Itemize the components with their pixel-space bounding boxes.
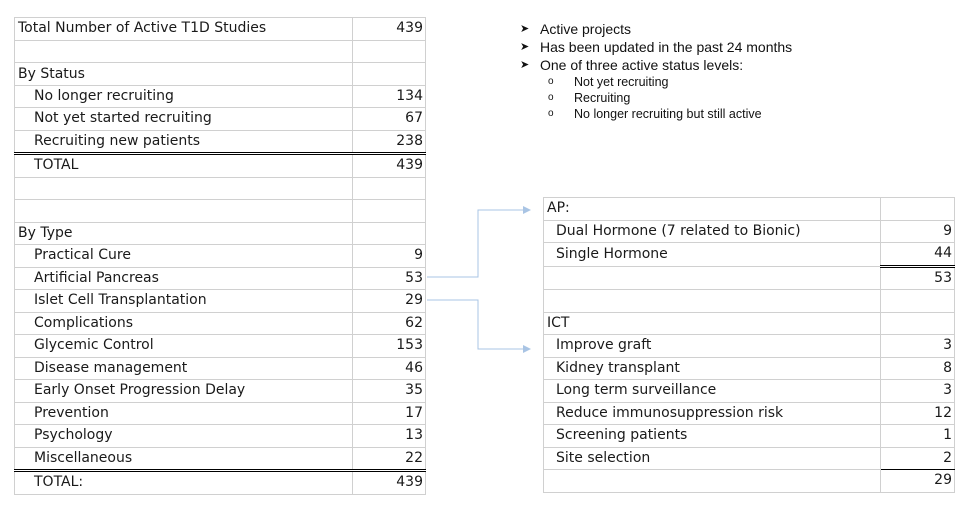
ap-value: 9 bbox=[881, 220, 955, 243]
type-label: Prevention bbox=[15, 402, 353, 425]
note-text: Not yet recruiting bbox=[574, 75, 669, 89]
ict-label: Reduce immunosuppression risk bbox=[544, 402, 881, 425]
ap-header: AP: bbox=[544, 198, 881, 221]
ap-value: 44 bbox=[881, 243, 955, 267]
note-text: Recruiting bbox=[574, 91, 631, 105]
note-text: No longer recruiting but still active bbox=[574, 107, 762, 121]
ap-label: Dual Hormone (7 related to Bionic) bbox=[544, 220, 881, 243]
status-value: 238 bbox=[353, 130, 426, 154]
status-label: Not yet started recruiting bbox=[15, 108, 353, 131]
arrow-bullet-icon: ➤ bbox=[520, 23, 530, 35]
ict-header: ICT bbox=[544, 312, 881, 335]
type-value: 9 bbox=[353, 245, 426, 268]
type-label: Miscellaneous bbox=[15, 447, 353, 471]
ap-label: Single Hormone bbox=[544, 243, 881, 267]
ap-connector-arrow bbox=[427, 210, 530, 277]
status-header: By Status bbox=[15, 63, 353, 86]
note-text: One of three active status levels: bbox=[540, 57, 744, 73]
status-value: 134 bbox=[353, 85, 426, 108]
type-label: Early Onset Progression Delay bbox=[15, 380, 353, 403]
type-value: 46 bbox=[353, 357, 426, 380]
type-value: 29 bbox=[353, 290, 426, 313]
type-value: 62 bbox=[353, 312, 426, 335]
type-total-value: 439 bbox=[353, 471, 426, 495]
type-label: Artificial Pancreas bbox=[15, 267, 353, 290]
ict-value: 2 bbox=[881, 447, 955, 470]
status-total-label: TOTAL bbox=[15, 154, 353, 178]
type-total-label: TOTAL: bbox=[15, 471, 353, 495]
type-label: Practical Cure bbox=[15, 245, 353, 268]
arrow-bullet-icon: ➤ bbox=[520, 59, 530, 71]
title-value: 439 bbox=[353, 18, 426, 41]
ict-value: 1 bbox=[881, 425, 955, 448]
ap-total-value: 53 bbox=[881, 266, 955, 290]
ict-value: 12 bbox=[881, 402, 955, 425]
circle-bullet-icon: o bbox=[548, 76, 554, 87]
ict-label: Kidney transplant bbox=[544, 357, 881, 380]
circle-bullet-icon: o bbox=[548, 108, 554, 119]
type-value: 22 bbox=[353, 447, 426, 471]
title-label: Total Number of Active T1D Studies bbox=[15, 18, 353, 41]
type-label: Psychology bbox=[15, 425, 353, 448]
ict-value: 3 bbox=[881, 380, 955, 403]
ict-total-value: 29 bbox=[881, 470, 955, 493]
type-value: 53 bbox=[353, 267, 426, 290]
status-label: No longer recruiting bbox=[15, 85, 353, 108]
ict-value: 3 bbox=[881, 335, 955, 358]
status-total-value: 439 bbox=[353, 154, 426, 178]
status-label: Recruiting new patients bbox=[15, 130, 353, 154]
status-value: 67 bbox=[353, 108, 426, 131]
type-header: By Type bbox=[15, 222, 353, 245]
type-label: Islet Cell Transplantation bbox=[15, 290, 353, 313]
circle-bullet-icon: o bbox=[548, 92, 554, 103]
ict-connector-arrow bbox=[427, 300, 530, 349]
type-value: 13 bbox=[353, 425, 426, 448]
type-label: Glycemic Control bbox=[15, 335, 353, 358]
type-value: 153 bbox=[353, 335, 426, 358]
ict-label: Long term surveillance bbox=[544, 380, 881, 403]
ict-value: 8 bbox=[881, 357, 955, 380]
type-label: Complications bbox=[15, 312, 353, 335]
arrow-bullet-icon: ➤ bbox=[520, 41, 530, 53]
note-text: Active projects bbox=[540, 21, 632, 37]
ict-label: Screening patients bbox=[544, 425, 881, 448]
type-label: Disease management bbox=[15, 357, 353, 380]
note-text: Has been updated in the past 24 months bbox=[540, 39, 793, 55]
type-value: 35 bbox=[353, 380, 426, 403]
ict-label: Site selection bbox=[544, 447, 881, 470]
ict-label: Improve graft bbox=[544, 335, 881, 358]
type-value: 17 bbox=[353, 402, 426, 425]
